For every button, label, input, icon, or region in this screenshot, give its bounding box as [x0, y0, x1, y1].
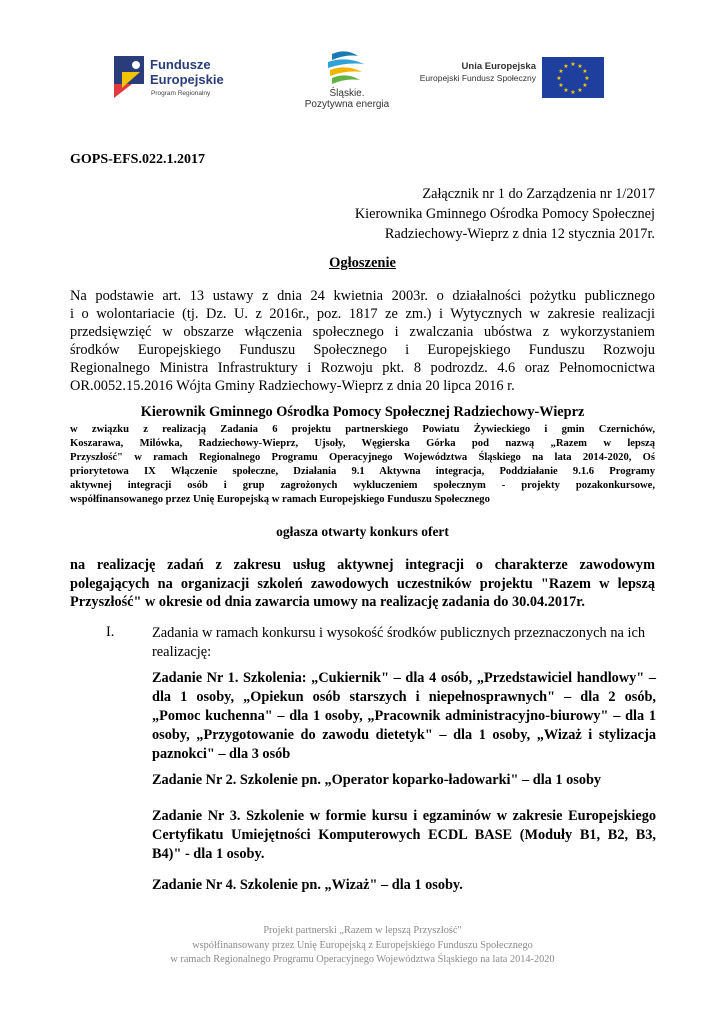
context-line: w związku z realizacją Zadania 6 projektu partnerskiego Powiatu Żywieckiego i gmin Czernichów,: [70, 424, 655, 435]
scope-line: polegających na organizacji szkoleń zawodowych uczestników projektu "Razem w lepszą: [70, 575, 655, 592]
fundusze-europejskie-mark-icon: [110, 54, 148, 98]
page-footer: [0, 924, 725, 968]
eu-flag-icon: [542, 57, 604, 98]
task-line: „Pomoc kuchenna" – dla 1 osoby, „Pracownik administracyjno-biurowy" – dla 1: [152, 708, 656, 724]
slaskie-logo: [302, 48, 392, 108]
task-line: osoby, „Przygotowanie do zawodu dietetyk" – dla 1 osoby, „Wizaż i stylizacja: [152, 727, 656, 743]
eu-line1: Unia Europejska: [461, 61, 536, 72]
intro-line: OR.0052.15.2016 Wójta Gminy Radziechowy-Wieprz z dnia 20 lipca 2016 r.: [70, 378, 515, 394]
context-line: priorytetowa IX Włączenie społeczne, Działania 9.1 Aktywna integracja, Poddziałanie 9.1.6 Programy: [70, 465, 655, 477]
svg-text:★: ★: [582, 68, 588, 75]
footer-line: w ramach Regionalnego Programu Operacyjnego Województwa Śląskiego na lata 2014-2020: [170, 954, 555, 965]
project-context: [70, 423, 655, 506]
svg-text:★: ★: [563, 63, 569, 70]
announcement-heading: ogłasza otwarty konkurs ofert: [276, 524, 449, 539]
svg-text:★: ★: [558, 68, 564, 75]
svg-text:★: ★: [570, 89, 576, 96]
footer-line: Projekt partnerski „Razem w lepszą Przyszłość": [263, 925, 462, 936]
svg-text:★: ★: [584, 75, 590, 82]
scope-line: Przyszłość" w okresie od dnia zawarcia umowy na realizację zadania do 30.04.2017r.: [70, 594, 585, 610]
intro-paragraph: [70, 287, 655, 395]
scope-paragraph: [70, 556, 655, 612]
task-line: Zadanie Nr 4. Szkolenie pn. „Wizaż" – dla 1 osoby.: [152, 877, 463, 893]
eu-logo: [418, 57, 608, 99]
context-line: Przyszłość" w ramach Regionalnego Programu Operacyjnego Województwa Śląskiego na lata 2014-2020, Oś: [70, 451, 655, 463]
slaskie-line2: Pozytywna energia: [304, 99, 390, 110]
task-line: dla 1 osoby, „Opiekun osób starszych i niepełnosprawnych" – dla 2 osób,: [152, 689, 656, 705]
fundusze-line2: Europejskie: [150, 72, 224, 87]
reference-number: GOPS-EFS.022.1.2017: [70, 152, 205, 167]
svg-text:★: ★: [563, 87, 569, 94]
task-line: B4)" - dla 1 osoby.: [152, 846, 265, 862]
context-line: współfinansowanego przez Unię Europejską w ramach Europejskiego Funduszu Społecznego: [70, 493, 490, 505]
svg-text:★: ★: [582, 82, 588, 89]
context-line: aktywnej integracji osób i grup zagrożonych wykluczeniem społecznym - projekty pozakonkursowe,: [70, 479, 655, 491]
slaskie-wave-icon: [324, 48, 368, 90]
task-3: [152, 807, 656, 864]
context-line: Koszarawa, Milówka, Radziechowy-Wieprz, Ujsoły, Węgierska Górka pod nazwą „Razem w lepszą: [70, 437, 655, 449]
authority-heading: Kierownik Gminnego Ośrodka Pomocy Społecznej Radziechowy-Wieprz: [140, 404, 585, 420]
intro-line: i o wolontariacie (tj. Dz. U. z 2016r., poz. 1817 ze zm.) i Wytycznych w zakresie realizacji: [70, 306, 655, 322]
intro-line: Na podstawie art. 13 ustawy z dnia 24 kwietnia 2003r. o działalności pożytku publicznego: [70, 288, 655, 304]
svg-text:★: ★: [558, 82, 564, 89]
fundusze-line1: Fundusze: [150, 57, 211, 72]
svg-text:★: ★: [577, 63, 583, 70]
task-line: Zadanie Nr 2. Szkolenie pn. „Operator koparko-ładowarki" – dla 1 osoby: [152, 772, 602, 788]
svg-text:★: ★: [570, 61, 576, 68]
intro-line: środków Europejskiego Funduszu Społecznego i Europejskiego Funduszu Rozwoju: [70, 342, 655, 358]
task-line: paznokci" – dla 3 osób: [152, 746, 291, 762]
task-2: [152, 771, 656, 790]
intro-line: przedsięwzięć w obszarze włączenia społecznego i zwalczania ubóstwa z wykorzystaniem: [70, 324, 655, 340]
section-number: I.: [106, 624, 115, 640]
task-1: [152, 669, 656, 764]
task-line: Zadanie Nr 3. Szkolenie w formie kursu i egzaminów w zakresie Europejskiego: [152, 808, 656, 824]
svg-text:★: ★: [556, 75, 562, 82]
footer-line: współfinansowany przez Unię Europejską z Europejskiego Funduszu Społecznego: [192, 939, 533, 951]
intro-line: Regionalnego Ministra Infrastruktury i Rozwoju pkt. 8 podrozdz. 4.6 oraz Pełnomocnictwa: [70, 360, 655, 376]
task-line: Certyfikatu Umiejętności Komputerowych ECDL BASE (Moduły B1, B2, B3,: [152, 827, 656, 843]
fundusze-europejskie-logo: [110, 52, 245, 102]
annex-line: Załącznik nr 1 do Zarządzenia nr 1/2017: [422, 186, 655, 202]
fundusze-line3: Program Regionalny: [151, 90, 211, 97]
svg-text:★: ★: [577, 87, 583, 94]
slaskie-line1: Śląskie.: [329, 88, 365, 99]
section-text: Zadania w ramach konkursu i wysokość środków publicznych przeznaczonych na ich realizację:: [152, 625, 646, 660]
eu-line2: Europejski Fundusz Społeczny: [419, 73, 536, 83]
annex-line: Radziechowy-Wieprz z dnia 12 stycznia 2017r.: [384, 226, 655, 242]
annex-note: [255, 184, 655, 244]
task-line: Zadanie Nr 1. Szkolenia: „Cukiernik" – dla 4 osób, „Przedstawiciel handlowy" –: [152, 670, 656, 686]
annex-line: Kierownika Gminnego Ośrodka Pomocy Społecznej: [354, 206, 655, 222]
scope-line: na realizację zadań z zakresu usług aktywnej integracji o charakterze zawodowym: [70, 557, 655, 573]
task-4: [152, 876, 656, 895]
page-title: Ogłoszenie: [329, 255, 396, 271]
